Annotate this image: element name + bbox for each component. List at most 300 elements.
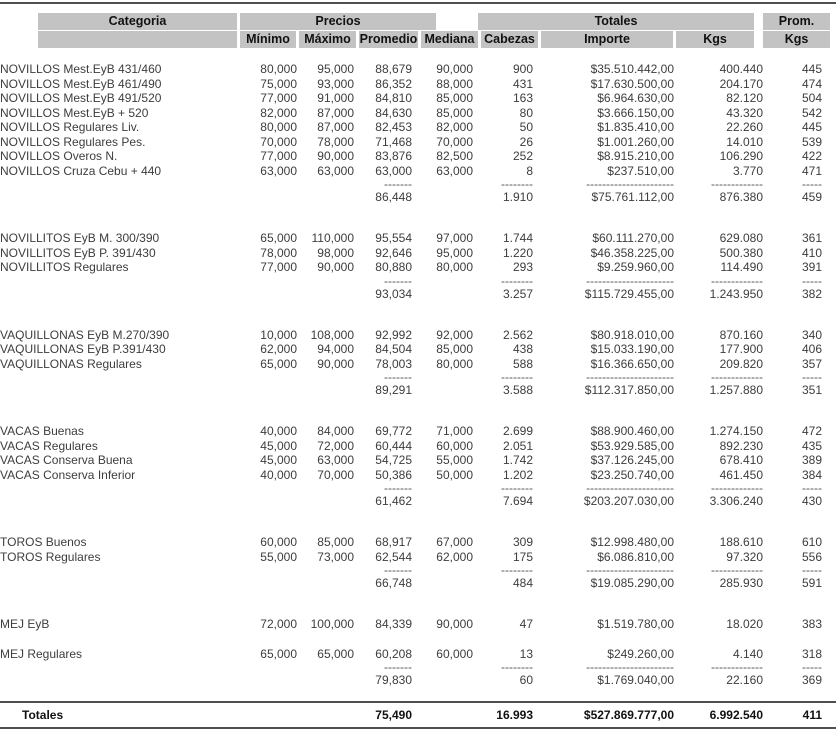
cell-categoria — [0, 190, 240, 205]
cell-cabezas: -------- — [501, 178, 533, 190]
table-row — [0, 357, 836, 372]
cell-prom_kgs: ----- — [802, 371, 822, 383]
table-row — [0, 617, 836, 632]
cell-maximo: 63,000 — [317, 453, 354, 467]
cell-categoria: TOROS Buenos — [0, 535, 87, 549]
cell-maximo — [297, 178, 354, 190]
cell-importe: $1.835.410,00 — [597, 120, 674, 134]
cell-prom_kgs: 410 — [801, 245, 822, 260]
cell-categoria: NOVILLITOS Regulares — [0, 260, 129, 274]
header-group-categoria: Categoria — [38, 13, 237, 30]
cell-mediana: 90,000 — [436, 62, 473, 76]
cell-categoria — [0, 661, 240, 673]
cell-kgs: 678.410 — [719, 453, 763, 467]
header-col-mediana: Mediana — [421, 31, 478, 48]
cell-minimo: 78,000 — [260, 245, 297, 260]
cell-maximo: 98,000 — [317, 245, 354, 260]
cell-importe: $75.761.112,00 — [591, 190, 674, 204]
dash-row — [0, 275, 836, 287]
cell-promedio: 93,034 — [375, 286, 412, 301]
cell-cabezas: 588 — [512, 356, 533, 371]
cell-kgs: 22.260 — [726, 120, 763, 134]
cell-mediana: 70,000 — [436, 134, 473, 149]
cell-prom_kgs: ----- — [802, 564, 822, 576]
cell-categoria: VACAS Conserva Buena — [0, 453, 133, 467]
cell-importe: $3.666.150,00 — [597, 105, 674, 120]
cell-promedio: 62,544 — [375, 549, 412, 564]
header-col-promedio: Promedio — [359, 32, 418, 46]
cell-maximo: 65,000 — [317, 646, 354, 661]
cell-prom_kgs: 389 — [801, 453, 822, 467]
cell-maximo — [297, 383, 354, 398]
cell-prom_kgs: 445 — [801, 120, 822, 134]
cell-minimo: 77,000 — [260, 149, 297, 163]
cell-kgs: ------------- — [711, 661, 763, 673]
table-row — [0, 439, 836, 454]
cell-maximo: 93,000 — [317, 76, 354, 91]
cell-kgs: 4.140 — [732, 646, 763, 661]
cell-prom_kgs: 422 — [801, 149, 822, 163]
cell-importe: $80.918.010,00 — [590, 327, 674, 342]
cell-mediana: 71,000 — [436, 424, 473, 438]
cell-mediana: 63,000 — [436, 163, 473, 178]
cell-maximo: 90,000 — [317, 260, 354, 274]
cell-mediana — [412, 482, 473, 494]
cell-minimo: 45,000 — [260, 453, 297, 467]
cell-prom_kgs: ----- — [802, 178, 822, 190]
cell-minimo: 65,000 — [260, 231, 297, 245]
cell-importe: $37.126.245,00 — [590, 453, 674, 467]
cell-categoria: VACAS Regulares — [0, 438, 98, 453]
cell-cabezas: -------- — [501, 371, 533, 383]
cell-mediana — [412, 673, 473, 688]
cell-maximo: 72,000 — [317, 438, 354, 453]
cell-promedio: 69,772 — [375, 424, 412, 438]
cell-mediana: 88,000 — [436, 76, 473, 91]
report-table — [0, 62, 836, 729]
cell-prom_kgs: ----- — [802, 274, 822, 287]
cell-kgs: 97.320 — [726, 549, 763, 564]
cell-prom_kgs: 361 — [801, 231, 822, 245]
cell-minimo — [240, 287, 297, 302]
cell-mediana: 92,000 — [436, 327, 473, 342]
cell-promedio: 92,646 — [375, 245, 412, 260]
subtotal-row — [0, 494, 836, 509]
table-row — [0, 164, 836, 179]
cell-cabezas: -------- — [501, 274, 533, 287]
cell-cabezas: 1.744 — [502, 231, 533, 245]
cell-mediana — [412, 576, 473, 591]
cell-importe: $53.929.585,00 — [590, 438, 674, 453]
cell-promedio: 84,630 — [375, 105, 412, 120]
cell-mediana: 82,500 — [436, 149, 473, 163]
cell-maximo: 91,000 — [317, 91, 354, 105]
cell-minimo: 45,000 — [260, 438, 297, 453]
cell-maximo: 73,000 — [317, 549, 354, 564]
cell-categoria — [0, 576, 240, 591]
cell-importe: $8.915.210,00 — [597, 149, 674, 163]
cell-maximo: 110,000 — [311, 231, 354, 245]
header-group-prom: Prom. — [763, 13, 830, 30]
cell-minimo — [240, 494, 297, 509]
header-col-maximo: Máximo — [299, 31, 356, 48]
cell-mediana: 80,000 — [436, 260, 473, 274]
cell-maximo — [297, 494, 354, 509]
cell-categoria: TOROS Regulares — [0, 549, 101, 564]
report-totals — [0, 688, 836, 728]
cell-minimo: 77,000 — [260, 91, 297, 105]
cell-categoria — [0, 482, 240, 494]
cell-maximo — [297, 371, 354, 383]
cell-prom_kgs: 383 — [801, 617, 822, 631]
header-col-importe: Importe — [541, 31, 673, 48]
cell-minimo: 77,000 — [260, 260, 297, 274]
table-row — [0, 120, 836, 135]
report-rows — [0, 62, 836, 688]
cell-kgs: 892.230 — [719, 438, 763, 453]
table-row — [0, 342, 836, 357]
cell-kgs: 204.170 — [719, 76, 763, 91]
table-row — [0, 106, 836, 121]
table-row — [0, 77, 836, 92]
cell-kgs: 82.120 — [726, 91, 763, 105]
cell-kgs: 400.440 — [719, 62, 763, 76]
totals-label: Totales — [0, 702, 240, 728]
table-row — [0, 647, 836, 662]
cell-importe: ---------------------- — [586, 371, 674, 383]
cell-cabezas: 8 — [526, 163, 533, 178]
cell-maximo: 100,000 — [310, 617, 354, 631]
cell-categoria — [0, 287, 240, 302]
header-group-precios: Precios — [240, 13, 436, 30]
cell-categoria: VAQUILLONAS EyB P.391/430 — [0, 342, 166, 356]
table-row — [0, 550, 836, 565]
cell-maximo — [297, 576, 354, 591]
cell-categoria — [0, 371, 240, 383]
cell-promedio: 80,880 — [375, 260, 412, 274]
cell-kgs: ------------- — [711, 178, 763, 190]
cell-promedio: 95,554 — [375, 231, 412, 245]
cell-cabezas: 7.694 — [502, 494, 533, 508]
dash-row — [0, 482, 836, 494]
cell-cabezas: 80 — [519, 105, 533, 120]
cell-prom_kgs: 472 — [801, 424, 822, 438]
cell-cabezas: 2.562 — [502, 327, 533, 342]
cell-maximo: 90,000 — [317, 356, 354, 371]
cell-prom_kgs: 610 — [801, 535, 822, 549]
cell-maximo: 85,000 — [317, 535, 354, 549]
cell-prom_kgs: 384 — [801, 467, 822, 482]
cell-mediana: 85,000 — [436, 105, 473, 120]
cell-cabezas: 60 — [519, 673, 533, 687]
cell-importe: $19.085.290,00 — [590, 576, 674, 590]
table-header — [0, 13, 836, 48]
cell-categoria: MEJ Regulares — [0, 646, 83, 661]
cell-kgs: 3.770 — [732, 163, 763, 178]
cell-importe: ---------------------- — [586, 482, 674, 494]
cell-cabezas: -------- — [501, 661, 533, 673]
cell-minimo — [240, 661, 297, 673]
cell-importe: $88.900.460,00 — [590, 424, 674, 438]
cell-promedio: ------- — [384, 274, 412, 287]
cell-minimo: 80,000 — [260, 120, 297, 134]
cell-maximo: 90,000 — [317, 149, 354, 163]
cell-categoria: NOVILLOS Mest.EyB 491/520 — [0, 91, 162, 105]
cell-mediana: 80,000 — [436, 356, 473, 371]
table-row — [0, 535, 836, 550]
cell-mediana — [412, 494, 473, 509]
cell-importe: $112.317.850,00 — [584, 383, 674, 397]
subtotal-row — [0, 190, 836, 205]
cell-promedio: 86,352 — [375, 76, 412, 91]
cell-minimo: 65,000 — [260, 646, 297, 661]
subtotal-row — [0, 383, 836, 398]
cell-mediana: 60,000 — [436, 438, 473, 453]
cell-importe: $35.510.442,00 — [590, 62, 674, 76]
cell-cabezas: 3.257 — [502, 286, 533, 301]
cell-importe: $1.001.260,00 — [597, 134, 674, 149]
cell-maximo: 94,000 — [317, 342, 354, 356]
cell-promedio: 60,444 — [375, 438, 412, 453]
cell-importe: $46.358.225,00 — [590, 245, 674, 260]
cell-kgs: 188.610 — [719, 535, 763, 549]
cell-promedio: 79,830 — [375, 673, 412, 687]
table-row — [0, 246, 836, 261]
cell-prom_kgs: 542 — [801, 105, 822, 120]
cell-cabezas: 900 — [512, 62, 533, 76]
cell-prom_kgs: 504 — [801, 91, 822, 105]
cell-categoria: NOVILLOS Mest.EyB 431/460 — [0, 62, 162, 76]
group-spacer — [0, 205, 836, 231]
table-row — [0, 260, 836, 275]
cell-maximo — [297, 661, 354, 673]
cell-cabezas: -------- — [501, 482, 533, 494]
cell-promedio: 50,386 — [375, 467, 412, 482]
cell-promedio: 89,291 — [375, 383, 412, 397]
cell-minimo — [240, 383, 297, 398]
cell-minimo: 70,000 — [260, 134, 297, 149]
cell-minimo — [240, 482, 297, 494]
cell-categoria — [0, 494, 240, 509]
cell-cabezas: 484 — [512, 576, 533, 590]
header-col-minimo: Mínimo — [240, 31, 296, 48]
cell-kgs: ------------- — [711, 564, 763, 576]
cell-importe: $60.111.270,00 — [592, 231, 674, 245]
cell-categoria: VAQUILLONAS Regulares — [0, 356, 142, 371]
cell-maximo: 95,000 — [317, 62, 354, 76]
cell-kgs: 629.080 — [719, 231, 763, 245]
cell-minimo: 80,000 — [260, 62, 297, 76]
cell-prom_kgs: 406 — [801, 342, 822, 356]
cell-importe: $1.769.040,00 — [597, 673, 674, 687]
cell-maximo: 63,000 — [317, 163, 354, 178]
cell-kgs: 876.380 — [719, 190, 763, 204]
cell-cabezas: 293 — [512, 260, 533, 274]
cell-promedio: 60,208 — [375, 646, 412, 661]
cell-categoria — [0, 178, 240, 190]
cell-categoria: NOVILLOS Mest.EyB 461/490 — [0, 76, 162, 91]
cell-kgs: 14.010 — [726, 134, 763, 149]
cell-prom_kgs: 459 — [801, 190, 822, 204]
cell-minimo — [240, 275, 297, 287]
group-spacer — [0, 398, 836, 424]
top-rule — [0, 2, 836, 4]
subtotal-row — [0, 576, 836, 591]
cell-prom_kgs: 382 — [801, 286, 822, 301]
cell-promedio: 84,810 — [375, 91, 412, 105]
cell-categoria: NOVILLOS Regulares Pes. — [0, 134, 146, 149]
cell-promedio: ------- — [384, 564, 412, 576]
cell-importe: $237.510,00 — [607, 163, 674, 178]
cell-promedio: 66,748 — [375, 576, 412, 590]
group-spacer — [0, 509, 836, 535]
table-row — [0, 424, 836, 439]
cell-kgs: 22.160 — [726, 673, 763, 687]
cell-mediana — [412, 371, 473, 383]
cell-categoria: NOVILLITOS EyB P. 391/430 — [0, 245, 156, 260]
cell-minimo: 75,000 — [260, 76, 297, 91]
cell-prom_kgs: 430 — [801, 494, 822, 508]
cell-cabezas: 3.588 — [502, 383, 533, 397]
cell-kgs: ------------- — [711, 482, 763, 494]
cell-mediana — [412, 661, 473, 673]
totals-prom-kgs: 411 — [763, 702, 836, 728]
header-col-prom-kgs: Kgs — [763, 31, 830, 48]
table-row — [0, 91, 836, 106]
cell-minimo: 62,000 — [260, 342, 297, 356]
cell-mediana — [412, 564, 473, 576]
cell-kgs: 106.290 — [719, 149, 763, 163]
totals-row — [0, 702, 836, 728]
cell-kgs: 1.257.880 — [709, 383, 763, 397]
cell-kgs: 114.490 — [720, 260, 763, 274]
cell-mediana: 55,000 — [436, 453, 473, 467]
cell-cabezas: 1.220 — [502, 245, 533, 260]
subtotal-row — [0, 287, 836, 302]
table-row — [0, 453, 836, 468]
cell-minimo: 10,000 — [260, 327, 297, 342]
dash-row — [0, 371, 836, 383]
cell-kgs: 461.450 — [719, 467, 763, 482]
cell-cabezas: 2.699 — [502, 424, 533, 438]
cell-cabezas: 431 — [512, 76, 533, 91]
cell-prom_kgs: ----- — [802, 482, 822, 494]
cell-mediana: 82,000 — [436, 120, 473, 134]
cell-kgs: 285.930 — [719, 576, 763, 590]
cell-minimo — [240, 371, 297, 383]
cell-kgs: 18.020 — [726, 617, 763, 631]
cell-importe: $17.630.500,00 — [590, 76, 674, 91]
cell-minimo — [240, 178, 297, 190]
cell-importe: $115.729.455,00 — [584, 286, 674, 301]
cell-prom_kgs: 539 — [801, 134, 822, 149]
cell-categoria — [0, 673, 240, 688]
cell-maximo — [297, 482, 354, 494]
cell-kgs: 1.274.150 — [709, 424, 763, 438]
cell-maximo: 87,000 — [317, 105, 354, 120]
cell-mediana: 90,000 — [436, 617, 473, 631]
spacer-row — [0, 688, 836, 702]
cell-categoria: NOVILLOS Cruza Cebu + 440 — [0, 163, 162, 178]
cell-promedio: 71,468 — [375, 134, 412, 149]
cell-maximo: 78,000 — [317, 134, 354, 149]
cell-cabezas: 1.202 — [502, 467, 533, 482]
cell-prom_kgs: 391 — [801, 260, 822, 274]
cell-categoria: NOVILLOS Mest.EyB + 520 — [0, 105, 149, 120]
cell-minimo: 63,000 — [260, 163, 297, 178]
cell-minimo — [240, 564, 297, 576]
cell-importe: $6.964.630,00 — [597, 91, 674, 105]
cell-categoria: VACAS Conserva Inferior — [0, 467, 136, 482]
cell-minimo — [240, 190, 297, 205]
cell-maximo — [297, 564, 354, 576]
cell-promedio: ------- — [384, 371, 412, 383]
cell-minimo — [240, 576, 297, 591]
header-group-totales: Totales — [478, 13, 754, 30]
cell-categoria — [0, 275, 240, 287]
cell-cabezas: 50 — [519, 120, 533, 134]
cell-prom_kgs: 318 — [801, 646, 822, 661]
cell-kgs: ------------- — [711, 371, 763, 383]
cell-mediana: 95,000 — [436, 245, 473, 260]
dash-row — [0, 661, 836, 673]
table-row — [0, 149, 836, 164]
cell-promedio: 61,462 — [375, 494, 412, 508]
cell-mediana: 50,000 — [436, 467, 473, 482]
group-spacer — [0, 591, 836, 617]
cell-minimo: 72,000 — [260, 617, 297, 631]
cell-maximo: 84,000 — [317, 424, 354, 438]
cell-kgs: 870.160 — [719, 327, 763, 342]
cell-categoria: NOVILLOS Overos N. — [0, 149, 118, 163]
cell-mediana: 62,000 — [436, 549, 473, 564]
cell-minimo: 65,000 — [260, 356, 297, 371]
cell-mediana: 67,000 — [436, 535, 473, 549]
cell-importe: ---------------------- — [586, 178, 674, 190]
cell-kgs: 1.243.950 — [709, 286, 763, 301]
cell-categoria: VACAS Buenas — [0, 424, 84, 438]
cell-importe: $6.086.810,00 — [597, 549, 674, 564]
cell-promedio: 68,917 — [375, 535, 412, 549]
cell-kgs: 209.820 — [719, 356, 763, 371]
table-row — [0, 468, 836, 483]
cell-prom_kgs: 471 — [801, 163, 822, 178]
table-row — [0, 62, 836, 77]
cell-promedio: 78,003 — [375, 356, 412, 371]
cell-prom_kgs: 474 — [801, 76, 822, 91]
cell-promedio: ------- — [384, 661, 412, 673]
cell-maximo — [297, 190, 354, 205]
cell-promedio: 86,448 — [375, 190, 412, 204]
cell-mediana: 85,000 — [436, 91, 473, 105]
totals-cabezas: 16.993 — [473, 702, 533, 728]
table-row — [0, 328, 836, 343]
cell-cabezas: 438 — [512, 342, 533, 356]
cell-prom_kgs: 556 — [801, 549, 822, 564]
cell-kgs: 177.900 — [719, 342, 763, 356]
cell-mediana: 85,000 — [436, 342, 473, 356]
cell-cabezas: 26 — [519, 134, 533, 149]
cell-mediana: 97,000 — [436, 231, 473, 245]
cell-cabezas: 13 — [519, 646, 533, 661]
cell-prom_kgs: 357 — [801, 356, 822, 371]
cell-cabezas: 175 — [512, 549, 533, 564]
cell-maximo — [297, 673, 354, 688]
cell-promedio: 82,453 — [375, 120, 412, 134]
table-row — [0, 231, 836, 246]
cell-prom_kgs: 369 — [801, 673, 822, 687]
cell-prom_kgs: ----- — [802, 661, 822, 673]
